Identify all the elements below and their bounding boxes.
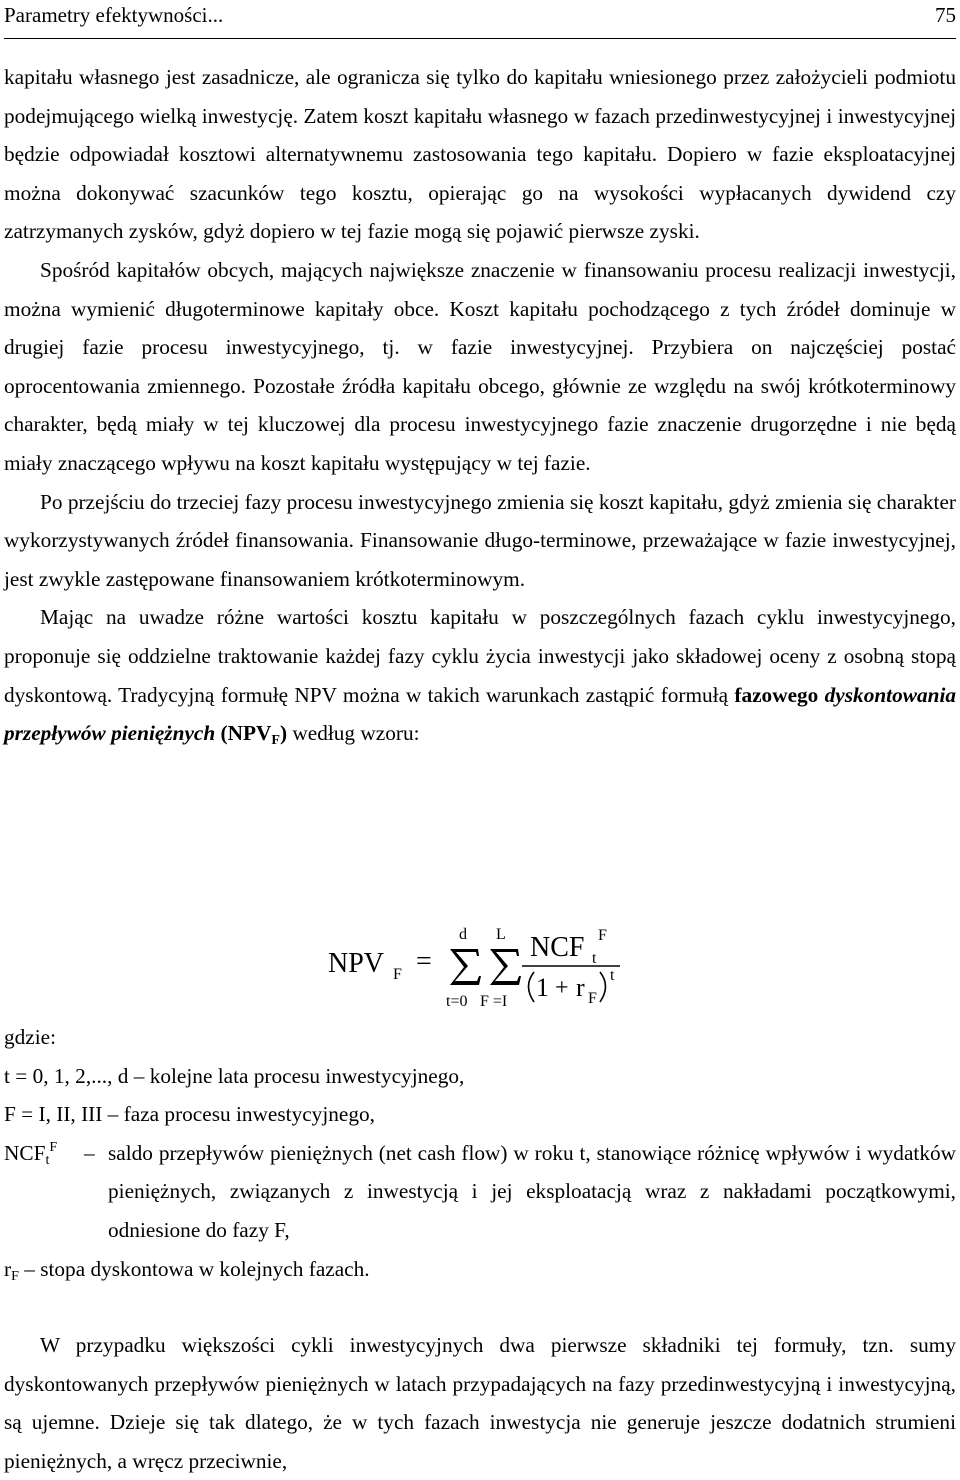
sum-2-bottom: F =I xyxy=(480,993,508,1010)
denominator-r-sub: F xyxy=(588,990,597,1007)
sigma-2-icon xyxy=(490,949,521,985)
denominator-one: 1 xyxy=(536,973,549,1002)
numerator-sub: t xyxy=(592,950,597,967)
paragraph-2: Spośród kapitałów obcych, mających największe znaczenie w finansowaniu procesu realizacji inwestycji, można wymienić długoterminowe kapitały obce. Koszt kapitału pochodzącego z tych źródeł dominuje w drugiej fazie procesu inwestycyjnego, tj. w fazie inwestycyjnej. Przybiera on najczęściej postać oprocentowania zmiennego. Pozostałe źródła kapitału obcego, głównie ze względu na swój krótkoterminowy charakter, będą miały w tej kluczowej dla procesu inwestycyjnego fazie znaczenie drugorzędne i nie będą miały znaczącego wpływu na koszt kapitału występujący w tej fazie. xyxy=(4,257,956,475)
definitions xyxy=(4,1018,956,1288)
running-header xyxy=(4,2,956,32)
paragraph-5: W przypadku większości cykli inwestycyjnych dwa pierwsze składniki tej formuły, tzn. sumy dyskontowanych przepływów pieniężnych w latach przypadających na fazy przedinwestycyjną i inwestycyjną, są ujemne. Dzieje się tak dlatego, że w tych fazach inwestycja nie generuje jeszcze dodatnich strumieni pieniężnych, a wręcz przeciwnie, xyxy=(4,1333,956,1473)
npv-formula xyxy=(300,908,760,1018)
definition-ncf xyxy=(4,1134,956,1250)
header-rule xyxy=(4,38,956,39)
definition-f: F = I, II, III – faza procesu inwestycyjnego, xyxy=(4,1102,375,1127)
denominator-exponent: t xyxy=(610,967,615,984)
ncf-description: saldo przepływów pieniężnych (net cash flow) w roku t, stanowiące różnicę wpływów i wydatków pieniężnych, związanych z inwestycją i jej eksploatacją wraz z nakładami początkowymi, odniesione do fazy F, xyxy=(108,1140,956,1242)
numerator-ncf: NCF xyxy=(530,932,585,963)
sum-1-bottom: t=0 xyxy=(446,993,468,1010)
right-paren-icon xyxy=(600,972,606,1002)
definition-r: $r_F$ – stopa dyskontowa w kolejnych fazach. xyxy=(4,1256,370,1284)
left-paren-icon xyxy=(529,972,535,1002)
denominator-plus: + xyxy=(555,975,569,1001)
header-title: Parametry efektywności... xyxy=(4,3,224,27)
definitions-intro: gdzie: xyxy=(4,1025,57,1049)
paragraph-4-text: Mając na uwadze różne wartości kosztu kapitału w poszczególnych fazach cyklu inwestycyjnego, proponuje się oddzielne traktowanie każdej fazy cyklu życia inwestycji jako składowej oceny z osobną stopą dyskontową. Tradycyjną formułę NPV można w takich warunkach zastąpić formułą xyxy=(4,605,956,707)
paragraph-4 xyxy=(4,598,956,752)
paragraph-4-bold-italic: dyskontowania przepływów pieniężnych xyxy=(4,682,957,746)
formula-equals: = xyxy=(416,946,432,977)
ncf-symbol: $NCF_t^F$ xyxy=(4,1139,58,1168)
paragraph-4-end: według wzoru: xyxy=(292,721,420,746)
numerator-sup: F xyxy=(598,927,607,944)
formula-lhs-sub: F xyxy=(393,966,402,983)
sum-2-top: L xyxy=(496,926,506,943)
sum-1-top: d xyxy=(459,926,467,943)
paragraph-1: kapitału własnego jest zasadnicze, ale ogranicza się tylko do kapitału wniesionego przez założycieli podmiotu podejmującego wielką inwestycję. Zatem koszt kapitału własnego w fazach przedinwestycyjnej i inwestycyjnej będzie odpowiadał kosztowi alternatywnemu zastosowania tego kapitału. Dopiero w fazie eksploatacyjnej można dokonywać szacunków tego kosztu, opierając go na wysokości wypłacanych dywidend czy zatrzymanych zysków, gdyż dopiero w tej fazie mogą się pojawić pierwsze zyski. xyxy=(4,65,956,244)
closing-text xyxy=(4,1326,956,1480)
body-text xyxy=(4,58,956,753)
formula-lhs: NPV xyxy=(328,948,385,979)
definition-t: t = 0, 1, 2,..., d – kolejne lata procesu inwestycyjnego, xyxy=(4,1063,465,1088)
sigma-1-icon xyxy=(450,949,481,985)
paragraph-4-bold: fazowego xyxy=(734,682,819,707)
paragraph-3: Po przejściu do trzeciej fazy procesu inwestycyjnego zmienia się koszt kapitału, gdyż zmienia się charakter wykorzystywanych źródeł finansowania. Finansowanie długo-terminowe, przeważające w fazie inwestycyjnej, jest zwykle zastępowane finansowaniem krótkoterminowym. xyxy=(4,489,957,591)
denominator-r: r xyxy=(576,973,585,1002)
ncf-dash: – xyxy=(84,1140,95,1165)
npv-f-abbreviation: $(NPV_F)$ xyxy=(220,721,288,749)
page-number: 75 xyxy=(935,3,956,27)
